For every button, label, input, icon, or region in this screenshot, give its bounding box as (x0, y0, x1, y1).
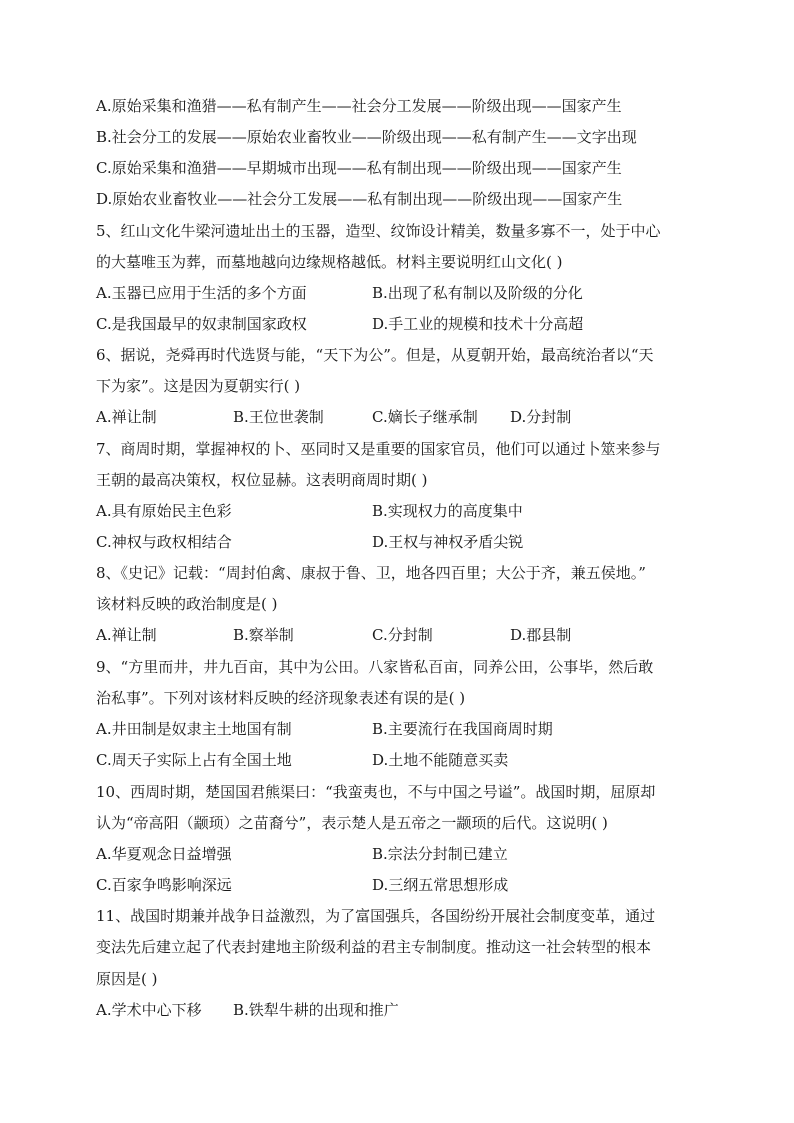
q9-option-a: A.井田制是奴隶主土地国有制 (96, 720, 292, 738)
q9-stem-line1: 9、“方里而井，井九百亩，其中为公田。八家皆私百亩，同养公田，公事毕，然后敢 (96, 658, 654, 676)
q5-option-d: D.手工业的规模和技术十分高超 (372, 315, 584, 333)
q4-option-b: B.社会分工的发展——原始农业畜牧业——阶级出现——私有制产生——文字出现 (96, 128, 637, 146)
q5-stem-line2: 的大墓唯玉为葬，而墓地越向边缘规格越低。材料主要说明红山文化( ) (96, 253, 563, 271)
q11-option-a: A.学术中心下移 (96, 1001, 202, 1019)
q5-stem-line1: 5、红山文化牛梁河遗址出土的玉器，造型、纹饰设计精美，数量多寡不一，处于中心 (96, 222, 661, 240)
q10-stem-line2: 认为“帝高阳（颛顼）之苗裔兮”，表示楚人是五帝之一颛顼的后代。这说明( ) (96, 814, 608, 832)
q5-option-a: A.玉器已应用于生活的多个方面 (96, 284, 307, 302)
q9-option-c: C.周天子实际上占有全国土地 (96, 751, 292, 769)
q7-option-c: C.神权与政权相结合 (96, 533, 232, 551)
q9-option-b: B.主要流行在我国商周时期 (372, 720, 553, 738)
q8-option-d: D.郡县制 (510, 626, 572, 644)
q7-option-a: A.具有原始民主色彩 (96, 502, 232, 520)
q8-option-b: B.察举制 (233, 626, 294, 644)
q9-option-d: D.土地不能随意买卖 (372, 751, 509, 769)
q6-option-c: C.嫡长子继承制 (372, 408, 478, 426)
q11-option-b: B.铁犁牛耕的出现和推广 (233, 1001, 399, 1019)
q6-stem-line1: 6、据说，尧舜再时代选贤与能，“天下为公”。但是，从夏朝开始，最高统治者以“天 (96, 346, 654, 364)
q11-stem-line1: 11、战国时期兼并战争日益激烈，为了富国强兵，各国纷纷开展社会制度变革，通过 (96, 907, 656, 925)
q10-option-a: A.华夏观念日益增强 (96, 845, 232, 863)
q7-stem-line1: 7、商周时期，掌握神权的卜、巫同时又是重要的国家官员，他们可以通过卜筮来参与 (96, 440, 661, 458)
q9-stem-line2: 治私事”。下列对该材料反映的经济现象表述有误的是( ) (96, 689, 466, 707)
q7-option-d: D.王权与神权矛盾尖锐 (372, 533, 524, 551)
q8-stem-line1: 8、《史记》记载：“周封伯禽、康叔于鲁、卫，地各四百里；大公于齐，兼五侯地。” (96, 564, 646, 582)
q10-option-c: C.百家争鸣影响深远 (96, 876, 232, 894)
q5-option-c: C.是我国最早的奴隶制国家政权 (96, 315, 307, 333)
q7-option-b: B.实现权力的高度集中 (372, 502, 523, 520)
q11-stem-line3: 原因是( ) (96, 970, 158, 988)
q6-stem-line2: 下为家”。这是因为夏朝实行( ) (96, 377, 301, 395)
q10-option-d: D.三纲五常思想形成 (372, 876, 509, 894)
q4-option-d: D.原始农业畜牧业——社会分工发展——私有制出现——阶级出现——国家产生 (96, 190, 623, 208)
q8-stem-line2: 该材料反映的政治制度是( ) (96, 595, 278, 613)
q4-option-c: C.原始采集和渔猎——早期城市出现——私有制出现——阶级出现——国家产生 (96, 159, 622, 177)
q8-option-c: C.分封制 (372, 626, 433, 644)
q6-option-a: A.禅让制 (96, 408, 157, 426)
q5-option-b: B.出现了私有制以及阶级的分化 (372, 284, 583, 302)
q10-option-b: B.宗法分封制已建立 (372, 845, 508, 863)
q10-stem-line1: 10、西周时期，楚国国君熊渠曰：“我蛮夷也，不与中国之号谥”。战国时期，屈原却 (96, 783, 656, 801)
q7-stem-line2: 王朝的最高决策权，权位显赫。这表明商周时期( ) (96, 471, 428, 489)
q11-stem-line2: 变法先后建立起了代表封建地主阶级利益的君主专制制度。推动这一社会转型的根本 (96, 938, 652, 956)
q4-option-a: A.原始采集和渔猎——私有制产生——社会分工发展——阶级出现——国家产生 (96, 97, 622, 115)
q8-option-a: A.禅让制 (96, 626, 157, 644)
q6-option-d: D.分封制 (510, 408, 572, 426)
q6-option-b: B.王位世袭制 (233, 408, 324, 426)
